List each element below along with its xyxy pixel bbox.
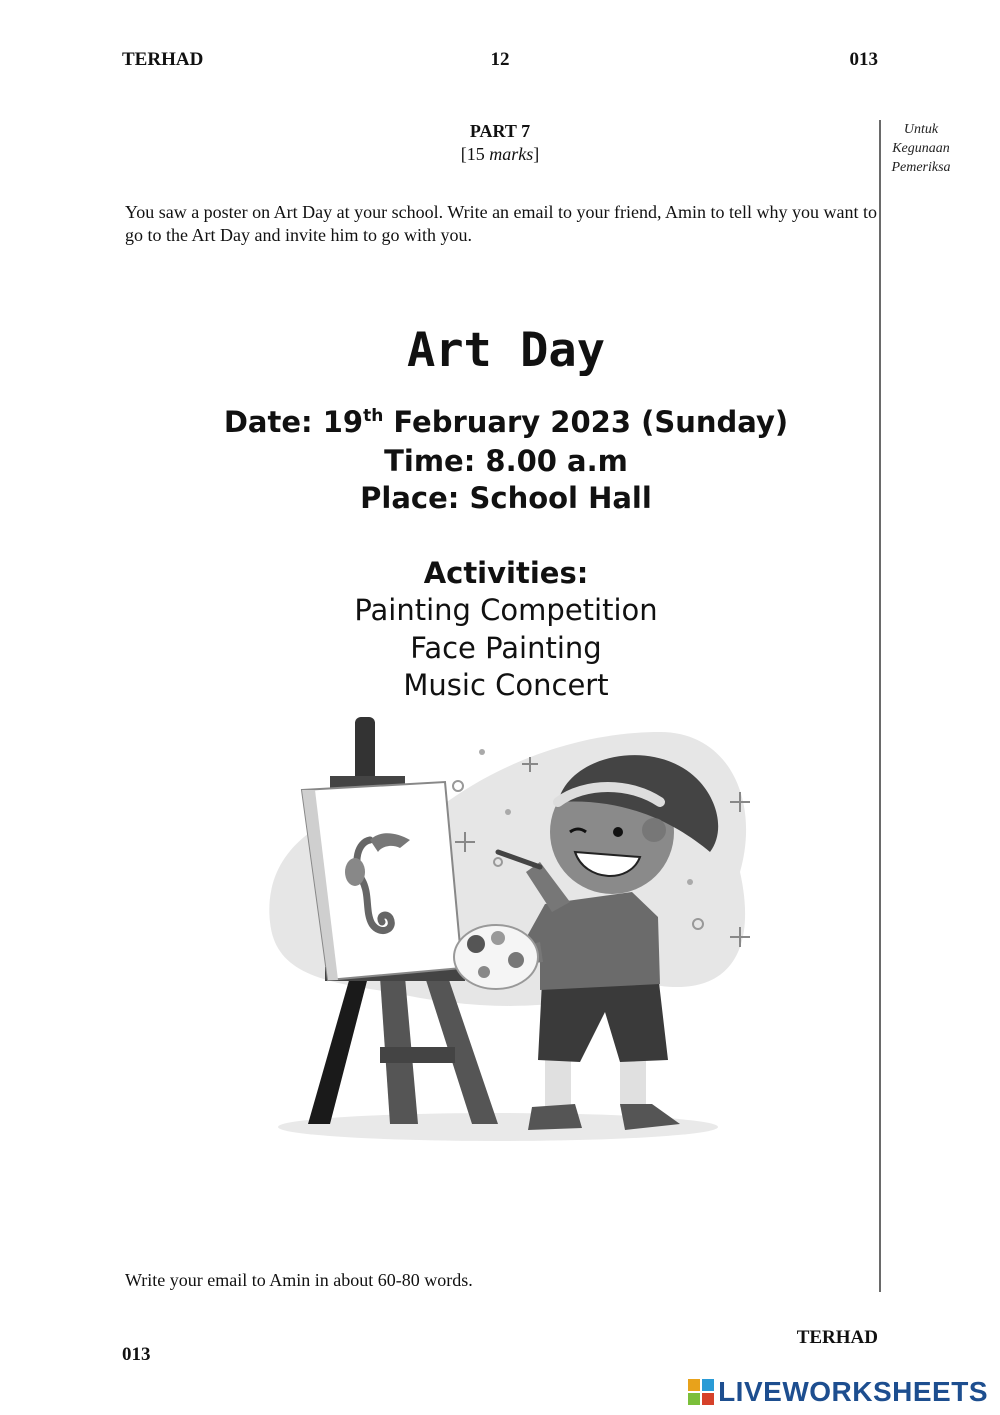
part-marks: [0, 144, 1000, 165]
write-instruction: Write your email to Amin in about 60-80 words.: [125, 1270, 473, 1290]
easel-leg-left: [308, 977, 368, 1124]
examiner-note-line: Untuk: [903, 122, 939, 137]
activity-item: Face Painting: [410, 631, 602, 665]
poster-time: Time: 8.00 a.m: [384, 444, 628, 478]
part-title: PART 7: [469, 121, 531, 141]
liveworksheets-logo: [688, 1376, 988, 1408]
examiner-note-line: Kegunaan: [892, 141, 950, 156]
marks-word: marks: [489, 144, 534, 164]
activities-heading: Activities:: [423, 556, 589, 590]
boy-painting-illustration: [240, 712, 780, 1152]
header-left: TERHAD: [122, 49, 204, 70]
activity-item: Painting Competition: [354, 593, 658, 627]
footer-right: TERHAD: [796, 1327, 878, 1348]
shirt: [525, 892, 660, 990]
date-suffix: February 2023 (Sunday): [383, 405, 789, 439]
footer-left: 013: [122, 1344, 151, 1365]
page-number: 12: [490, 49, 510, 70]
left-shoe: [528, 1104, 582, 1130]
poster-title: Art Day: [406, 323, 606, 378]
liveworksheets-icon: [688, 1379, 714, 1405]
header-right: 013: [849, 49, 878, 70]
question-instruction: You saw a poster on Art Day at your school. Write an email to your friend, Amin to tell why you want to go to the Art Day and invite him to go with you.: [125, 202, 878, 245]
marks-close: ]: [533, 144, 540, 164]
poster-place: Place: School Hall: [360, 481, 652, 515]
poster-date: [0, 405, 1000, 439]
date-ordinal: th: [363, 406, 384, 426]
activity-item: Music Concert: [403, 668, 609, 702]
marks-open: [15: [460, 144, 490, 164]
date-prefix: Date: 19: [223, 405, 364, 439]
liveworksheets-text: LIVEWORKSHEETS: [718, 1376, 988, 1407]
margin-divider: [879, 120, 881, 1292]
examiner-note-line: Pemeriksa: [891, 160, 951, 175]
easel-crossbar: [380, 1047, 455, 1063]
